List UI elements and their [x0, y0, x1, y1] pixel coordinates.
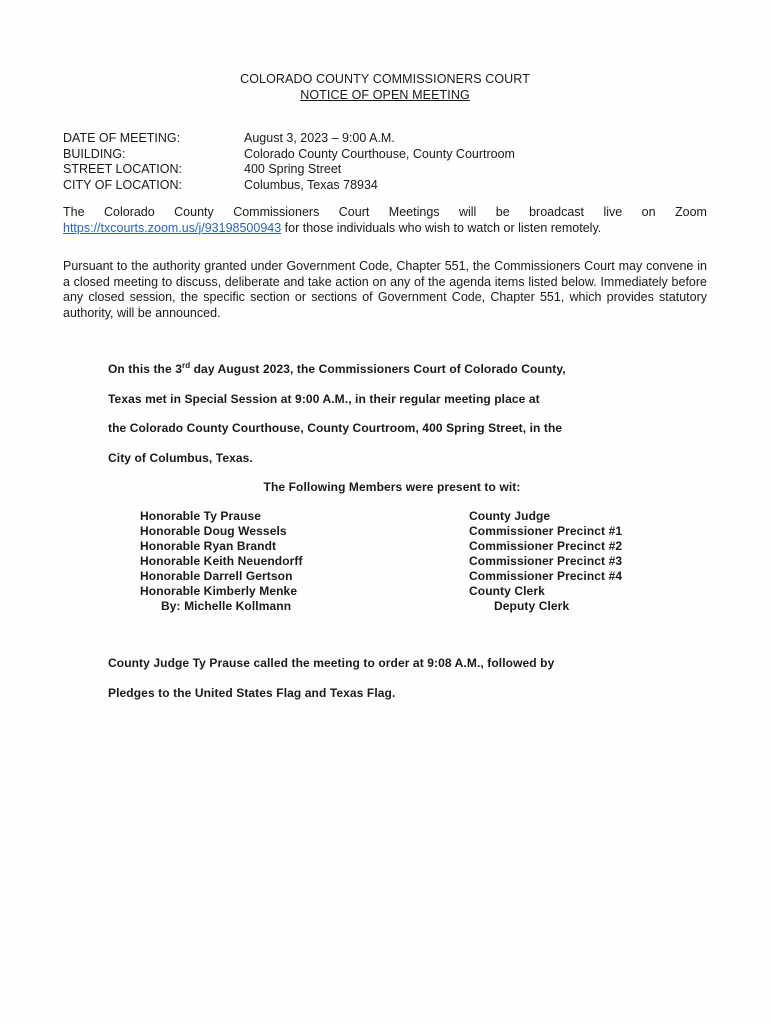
members-heading: [0, 480, 770, 494]
minutes-text: day August 2023, the Commissioners Court of Colorado County,: [190, 362, 566, 376]
minutes-text: On this the 3: [108, 362, 182, 376]
meeting-info-row: [63, 131, 515, 147]
member-row: [140, 569, 660, 584]
member-row: [140, 509, 660, 524]
broadcast-text: for those individuals who wish to watch or listen remotely.: [281, 220, 602, 235]
member-name: By: Michelle Kollmann: [161, 599, 292, 613]
member-row: [140, 539, 660, 554]
broadcast-line: [63, 221, 707, 237]
meeting-info-value: August 3, 2023 – 9:00 A.M.: [244, 131, 395, 145]
meeting-info-label: DATE OF MEETING:: [63, 131, 181, 145]
broadcast-paragraph: [63, 205, 707, 236]
member-title: Commissioner Precinct #1: [469, 524, 623, 538]
member-row: [140, 584, 660, 599]
meeting-info-label: BUILDING:: [63, 146, 126, 161]
zoom-link[interactable]: https://txcourts.zoom.us/j/93198500943: [63, 220, 282, 235]
broadcast-word: will: [458, 205, 477, 219]
member-name: Honorable Ty Prause: [140, 509, 262, 523]
closing-line: Pledges to the United States Flag and Texas Flag.: [108, 686, 396, 700]
broadcast-word: Court: [338, 205, 370, 219]
member-row: [140, 524, 660, 539]
broadcast-word: on: [641, 205, 656, 219]
meeting-info-value: 400 Spring Street: [244, 162, 342, 176]
meeting-info-label: STREET LOCATION:: [63, 162, 183, 176]
member-title: Commissioner Precinct #3: [469, 554, 623, 568]
member-name: Honorable Darrell Gertson: [140, 569, 293, 583]
court-name: COLORADO COUNTY COMMISSIONERS COURT: [240, 72, 530, 86]
broadcast-word: broadcast: [529, 205, 585, 219]
member-name: Honorable Doug Wessels: [140, 524, 287, 538]
minutes-line: the Colorado County Courthouse, County Courtroom, 400 Spring Street, in the: [108, 421, 563, 435]
broadcast-word: Commissioners: [233, 205, 320, 219]
member-title: Deputy Clerk: [494, 599, 570, 613]
members-list: [140, 509, 660, 614]
minutes-line: City of Columbus, Texas.: [108, 451, 253, 465]
broadcast-line: [63, 205, 707, 221]
member-row: [140, 599, 660, 614]
broadcast-word: live: [603, 205, 623, 219]
member-name: Honorable Ryan Brandt: [140, 539, 277, 553]
member-title: Commissioner Precinct #4: [469, 569, 623, 583]
members-heading-text: The Following Members were present to wit:: [263, 480, 521, 494]
member-title: Commissioner Precinct #2: [469, 539, 623, 553]
meeting-info-value: Colorado County Courthouse, County Courtroom: [244, 146, 515, 161]
member-name: Honorable Keith Neuendorff: [140, 554, 303, 568]
closing-line: County Judge Ty Prause called the meeting to order at 9:08 A.M., followed by: [108, 656, 555, 670]
meeting-info-row: [63, 162, 515, 178]
notice-title: NOTICE OF OPEN MEETING: [300, 88, 470, 102]
ordinal-suffix: rd: [181, 361, 191, 370]
broadcast-word: Meetings: [388, 205, 440, 219]
minutes-line: [108, 362, 566, 376]
broadcast-word: be: [495, 205, 510, 219]
broadcast-word: County: [174, 205, 214, 219]
minutes-line: Texas met in Special Session at 9:00 A.M., in their regular meeting place at: [108, 392, 540, 406]
member-name: Honorable Kimberly Menke: [140, 584, 298, 598]
broadcast-word: The: [63, 205, 85, 219]
meeting-info-row: [63, 178, 515, 194]
meeting-info: [63, 131, 515, 193]
authority-paragraph: Pursuant to the authority granted under Government Code, Chapter 551, the Commissioners Court may convene in a closed meeting to discuss, deliberate and take action on any of the agenda items listed below. Immediately before any closed session, the specific section or sections of Government Code, Chapter 551, which provides statutory authority, will be announced.: [63, 259, 707, 320]
broadcast-word: Zoom: [675, 205, 707, 219]
member-row: [140, 554, 660, 569]
member-title: County Clerk: [469, 584, 545, 598]
meeting-info-value: Columbus, Texas 78934: [244, 177, 378, 192]
meeting-info-label: CITY OF LOCATION:: [63, 177, 182, 192]
meeting-info-row: [63, 147, 515, 163]
member-title: County Judge: [469, 509, 551, 523]
broadcast-word: Colorado: [103, 205, 155, 219]
